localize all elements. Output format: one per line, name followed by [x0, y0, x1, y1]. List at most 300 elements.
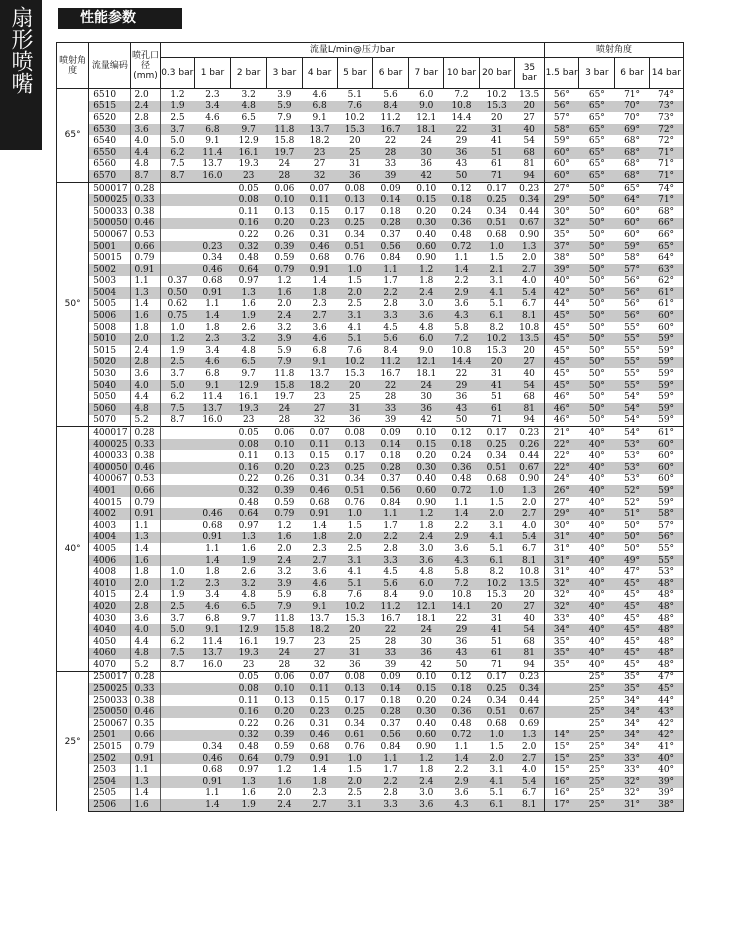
flow-rate-cell: 3.1 — [337, 799, 372, 811]
spray-angle-cell: 60° — [658, 451, 675, 462]
flow-rate-cell: 0.23 — [514, 671, 544, 683]
flow-rate-cell: 0.10 — [409, 671, 444, 683]
spray-angle-cell: 40° — [588, 636, 605, 647]
flow-rate-cell: 27 — [302, 403, 337, 415]
spray-angle-cell: 42° — [545, 287, 579, 299]
flow-rate-cell: 4.3 — [444, 799, 479, 811]
spray-angle-cell — [545, 718, 579, 730]
flow-rate-cell: 16.1 — [238, 392, 259, 403]
flow-rate-cell: 0.68 — [202, 765, 223, 776]
flow-rate-cell: 36 — [444, 147, 479, 159]
spray-angle-cell: 22° — [545, 439, 579, 451]
spray-angle-cell: 32° — [615, 776, 649, 788]
flow-rate-cell — [160, 485, 194, 497]
flow-code-cell: 6560 — [89, 159, 131, 171]
flow-rate-cell: 0.18 — [444, 439, 479, 451]
flow-rate-cell — [194, 462, 230, 474]
flow-rate-cell: 0.13 — [337, 194, 372, 206]
spray-angle-cell: 55° — [624, 369, 641, 380]
flow-rate-cell: 0.76 — [344, 742, 365, 753]
spray-angle-cell — [545, 695, 579, 707]
flow-rate-cell: 0.25 — [337, 462, 372, 474]
flow-rate-cell: 0.13 — [274, 206, 295, 217]
flow-rate-cell: 0.28 — [372, 706, 408, 718]
flow-rate-cell: 0.20 — [416, 206, 437, 217]
flow-rate-cell: 5.1 — [489, 543, 504, 554]
table-row — [57, 182, 684, 194]
spray-angle-cell: 40° — [588, 520, 605, 531]
spray-angle-cell: 30° — [553, 520, 570, 531]
flow-code-cell: 2501 — [89, 730, 131, 742]
flow-code-cell: 4030 — [89, 613, 131, 625]
flow-rate-cell: 1.5 — [347, 520, 362, 531]
spray-angle-cell: 32° — [553, 590, 570, 601]
spray-angle-cell: 32° — [545, 218, 579, 230]
flow-rate-cell: 8.2 — [489, 322, 504, 333]
spray-angle-cell: 59° — [649, 380, 683, 392]
spray-angle-cell: 34° — [624, 695, 641, 706]
spray-angle-cell: 55° — [658, 543, 675, 554]
flow-rate-cell: 4.5 — [383, 322, 398, 333]
spray-angle-cell: 60° — [624, 206, 641, 217]
flow-rate-cell: 6.0 — [409, 578, 444, 590]
flow-rate-cell: 4.1 — [479, 776, 514, 788]
orifice-cell: 1.4 — [131, 299, 160, 311]
flow-rate-cell: 0.30 — [409, 706, 444, 718]
flow-code-cell: 500025 — [89, 194, 131, 206]
flow-rate-cell: 0.28 — [372, 462, 408, 474]
flow-rate-cell: 10.2 — [479, 333, 514, 345]
flow-rate-cell: 0.51 — [337, 485, 372, 497]
flow-rate-cell: 12.9 — [231, 380, 267, 392]
spray-angle-cell: 71° — [649, 170, 683, 182]
spray-angle-cell: 14° — [545, 730, 579, 742]
flow-rate-cell: 0.10 — [267, 194, 302, 206]
spray-angle-cell: 32° — [545, 601, 579, 613]
flow-rate-cell: 13.5 — [514, 578, 544, 590]
flow-rate-cell — [160, 543, 194, 555]
spray-angle-cell: 68° — [624, 136, 641, 147]
flow-code-cell: 5002 — [89, 264, 131, 276]
flow-rate-cell: 0.48 — [238, 253, 259, 264]
spray-angle-cell: 25° — [588, 765, 605, 776]
flow-rate-cell: 5.8 — [454, 322, 469, 333]
flow-rate-cell: 0.07 — [302, 182, 337, 194]
flow-rate-cell: 6.7 — [514, 543, 544, 555]
spray-angle-cell: 55° — [624, 345, 641, 356]
flow-code-cell: 6570 — [89, 170, 131, 182]
flow-rate-cell — [160, 683, 194, 695]
flow-rate-cell: 39 — [384, 659, 397, 670]
flow-rate-cell: 20 — [337, 380, 372, 392]
flow-rate-cell: 13.7 — [302, 124, 337, 136]
spray-angle-cell: 25° — [579, 671, 615, 683]
spray-angle-cell: 40° — [658, 765, 675, 776]
table-header — [57, 43, 684, 89]
orifice-cell: 0.91 — [131, 508, 160, 520]
flow-rate-cell: 2.0 — [514, 741, 544, 753]
flow-code-cell: 4008 — [89, 566, 131, 578]
flow-rate-cell: 14.4 — [451, 112, 472, 123]
flow-rate-cell: 4.6 — [194, 357, 230, 369]
flow-rate-cell: 0.20 — [267, 218, 302, 230]
flow-rate-cell: 4.8 — [241, 345, 256, 356]
flow-rate-cell: 0.12 — [444, 671, 479, 683]
spray-angle-cell: 40° — [588, 659, 605, 670]
flow-rate-cell: 22 — [372, 624, 408, 636]
flow-rate-cell: 68 — [514, 391, 544, 403]
orifice-cell: 1.6 — [131, 799, 160, 811]
flow-rate-cell: 3.2 — [277, 567, 292, 578]
flow-rate-cell: 0.67 — [514, 462, 544, 474]
flow-code-cell: 5001 — [89, 241, 131, 253]
spray-angle-cell: 65° — [579, 89, 615, 101]
spray-angle-cell: 71° — [615, 89, 649, 101]
flow-rate-cell: 0.20 — [267, 706, 302, 718]
flow-rate-cell: 1.9 — [160, 101, 194, 113]
flow-rate-cell: 16.7 — [380, 369, 401, 380]
flow-rate-cell: 1.4 — [312, 765, 327, 776]
spray-angle-cell: 61° — [649, 287, 683, 299]
flow-rate-cell — [160, 776, 194, 788]
table-row — [57, 741, 684, 753]
spray-angle-cell: 40° — [579, 624, 615, 636]
orifice-cell: 0.91 — [131, 753, 160, 765]
orifice-cell: 0.53 — [131, 229, 160, 241]
flow-rate-cell: 25 — [337, 147, 372, 159]
spray-angle-cell: 50° — [579, 310, 615, 322]
flow-code-cell: 4015 — [89, 590, 131, 602]
flow-rate-cell: 22 — [444, 124, 479, 136]
flow-rate-cell: 22 — [372, 380, 408, 392]
orifice-cell: 1.3 — [131, 287, 160, 299]
flow-rate-cell: 32 — [302, 170, 337, 182]
table-row — [57, 648, 684, 660]
flow-rate-cell: 27 — [514, 112, 544, 124]
flow-rate-cell: 19.7 — [267, 147, 302, 159]
flow-rate-cell: 2.3 — [312, 299, 327, 310]
flow-rate-cell: 0.75 — [160, 310, 194, 322]
flow-rate-cell: 0.12 — [444, 182, 479, 194]
flow-rate-cell: 6.2 — [170, 636, 185, 647]
flow-rate-cell: 1.1 — [372, 264, 408, 276]
flow-rate-cell: 39 — [384, 415, 397, 426]
flow-rate-cell: 13.7 — [202, 159, 223, 170]
flow-rate-cell: 1.0 — [170, 322, 185, 333]
flow-rate-cell: 9.0 — [419, 345, 434, 356]
flow-rate-cell: 0.56 — [372, 485, 408, 497]
orifice-cell: 0.38 — [131, 450, 160, 462]
flow-rate-cell: 5.4 — [514, 287, 544, 299]
spray-angle-cell: 71° — [649, 194, 683, 206]
spray-angle-cell: 60° — [649, 439, 683, 451]
spray-angle-cell: 56° — [545, 89, 579, 101]
flow-rate-cell: 0.59 — [274, 742, 295, 753]
spray-angle-cell: 35° — [615, 671, 649, 683]
flow-rate-cell: 7.6 — [347, 345, 362, 356]
flow-rate-cell: 0.91 — [302, 753, 337, 765]
flow-rate-cell: 2.0 — [277, 299, 292, 310]
table-row — [57, 520, 684, 532]
flow-rate-cell: 29 — [455, 136, 468, 147]
flow-rate-cell: 3.7 — [160, 124, 194, 136]
flow-rate-cell: 0.15 — [409, 439, 444, 451]
spray-angle-cell: 60° — [658, 322, 675, 333]
flow-pressure-header: 10 bar — [444, 58, 479, 89]
spray-angle-cell: 40° — [588, 613, 605, 624]
flow-rate-cell: 15.8 — [267, 380, 302, 392]
spray-angle-cell: 32° — [624, 788, 641, 799]
flow-rate-cell: 9.0 — [419, 590, 434, 601]
flow-rate-cell: 7.5 — [160, 403, 194, 415]
spray-angle-cell: 50° — [588, 229, 605, 240]
spray-angle-cell: 66° — [649, 218, 683, 230]
flow-rate-cell: 6.8 — [312, 590, 327, 601]
flow-code-cell: 400033 — [89, 450, 131, 462]
flow-rate-cell — [160, 194, 194, 206]
flow-rate-cell: 1.2 — [277, 765, 292, 776]
flow-rate-cell: 0.17 — [344, 695, 365, 706]
flow-rate-cell: 15.3 — [337, 124, 372, 136]
flow-rate-cell: 11.8 — [267, 124, 302, 136]
flow-rate-cell: 1.8 — [302, 776, 337, 788]
flow-rate-cell: 2.0 — [479, 508, 514, 520]
flow-rate-cell: 1.7 — [383, 520, 398, 531]
spray-angle-cell: 68° — [658, 206, 675, 217]
flow-rate-cell: 5.0 — [160, 624, 194, 636]
flow-rate-cell: 4.6 — [302, 578, 337, 590]
flow-rate-cell: 8.7 — [170, 659, 185, 670]
spray-angle-cell: 50° — [579, 287, 615, 299]
flow-rate-cell: 1.9 — [170, 345, 185, 356]
orifice-column-header: 喷孔口径(mm) — [131, 43, 160, 89]
spray-angle-cell: 59° — [658, 369, 675, 380]
flow-rate-cell — [194, 229, 230, 241]
flow-rate-cell: 40 — [514, 368, 544, 380]
flow-rate-cell: 0.10 — [409, 427, 444, 439]
spray-angle-group-cell: 40° — [57, 427, 89, 671]
table-row — [57, 543, 684, 555]
flow-rate-cell: 0.22 — [238, 718, 259, 729]
spray-angle-cell: 39° — [649, 776, 683, 788]
flow-rate-cell: 4.8 — [231, 101, 267, 113]
spray-angle-cell: 45° — [545, 357, 579, 369]
orifice-cell: 4.8 — [131, 159, 160, 171]
spray-angle-cell: 31° — [545, 555, 579, 567]
flow-rate-cell: 6.1 — [479, 799, 514, 811]
table-row — [57, 89, 684, 101]
flow-rate-cell: 9.1 — [312, 112, 327, 123]
spray-angle-cell: 71° — [658, 159, 675, 170]
flow-rate-cell: 2.7 — [302, 310, 337, 322]
flow-rate-cell: 0.15 — [309, 451, 330, 462]
flow-rate-cell: 3.1 — [337, 555, 372, 567]
flow-rate-cell: 36 — [455, 636, 468, 647]
flow-rate-cell: 0.46 — [302, 730, 337, 742]
spray-angle-cell: 50° — [615, 532, 649, 544]
flow-rate-cell: 19.7 — [274, 636, 295, 647]
flow-rate-cell: 16.1 — [231, 147, 267, 159]
orifice-cell: 0.28 — [131, 182, 160, 194]
spray-angle-cell: 70° — [624, 112, 641, 123]
flow-rate-cell: 0.44 — [514, 206, 544, 218]
flow-rate-cell: 0.20 — [267, 462, 302, 474]
flow-rate-cell: 23 — [242, 415, 255, 426]
flow-rate-cell: 1.8 — [302, 287, 337, 299]
flow-rate-cell — [160, 241, 194, 253]
flow-rate-cell: 0.20 — [416, 451, 437, 462]
flow-rate-cell: 1.2 — [409, 753, 444, 765]
flow-rate-cell: 1.2 — [277, 276, 292, 287]
flow-rate-cell: 0.30 — [409, 218, 444, 230]
flow-pressure-header: 2 bar — [231, 58, 267, 89]
flow-rate-cell: 9.1 — [302, 601, 337, 613]
flow-rate-cell: 19.3 — [231, 403, 267, 415]
flow-rate-cell: 0.08 — [337, 427, 372, 439]
table-row — [57, 776, 684, 788]
flow-rate-cell: 0.40 — [416, 474, 437, 485]
flow-rate-cell: 0.91 — [194, 776, 230, 788]
flow-rate-cell: 0.37 — [380, 229, 401, 240]
flow-rate-cell: 5.1 — [337, 333, 372, 345]
spray-angle-cell: 56° — [624, 276, 641, 287]
flow-rate-cell: 20 — [490, 112, 503, 123]
flow-rate-cell: 1.8 — [205, 322, 220, 333]
flow-rate-cell: 11.8 — [274, 369, 295, 380]
flow-code-cell: 5060 — [89, 403, 131, 415]
spray-angle-cell: 43° — [649, 706, 683, 718]
spray-angle-cell: 59° — [649, 333, 683, 345]
orifice-cell: 4.4 — [131, 636, 160, 648]
spray-angle-cell: 60° — [545, 170, 579, 182]
orifice-cell: 0.66 — [131, 730, 160, 742]
flow-rate-cell: 0.90 — [416, 742, 437, 753]
spray-angle-cell: 72° — [658, 136, 675, 147]
spray-angle-cell: 35° — [545, 648, 579, 660]
spray-angle-cell: 65° — [579, 170, 615, 182]
spray-angle-cell: 50° — [588, 415, 605, 426]
spray-angle-cell: 27° — [545, 182, 579, 194]
flow-code-cell: 4006 — [89, 555, 131, 567]
orifice-cell: 0.46 — [131, 706, 160, 718]
table-row — [57, 299, 684, 311]
flow-rate-cell: 8.1 — [514, 555, 544, 567]
spray-angle-cell: 59° — [658, 415, 675, 426]
flow-rate-cell: 2.2 — [454, 276, 469, 287]
spray-pressure-header: 14 bar — [649, 58, 683, 89]
flow-rate-cell: 0.56 — [372, 241, 408, 253]
flow-rate-cell: 0.13 — [337, 683, 372, 695]
flow-rate-cell: 0.34 — [202, 253, 223, 264]
flow-rate-cell: 1.4 — [194, 555, 230, 567]
spray-angle-cell: 56° — [545, 101, 579, 113]
spray-pressure-header: 1.5 bar — [545, 58, 579, 89]
flow-rate-cell: 6.5 — [231, 601, 267, 613]
flow-rate-cell: 31 — [479, 124, 514, 136]
flow-rate-cell: 0.36 — [444, 706, 479, 718]
flow-rate-cell: 0.68 — [486, 229, 507, 240]
flow-rate-cell: 40 — [514, 124, 544, 136]
flow-rate-cell: 9.1 — [205, 136, 220, 147]
flow-rate-cell: 10.2 — [337, 357, 372, 369]
spray-angle-cell: 46° — [545, 403, 579, 415]
table-row — [57, 194, 684, 206]
table-row — [57, 799, 684, 811]
flow-rate-cell — [160, 753, 194, 765]
spray-angle-cell: 48° — [658, 659, 675, 670]
flow-rate-cell: 28 — [372, 147, 408, 159]
flow-rate-cell: 0.08 — [231, 194, 267, 206]
flow-rate-cell: 61 — [479, 648, 514, 660]
flow-rate-cell: 0.44 — [514, 695, 544, 707]
flow-rate-cell: 0.34 — [514, 683, 544, 695]
flow-rate-cell: 15.3 — [479, 101, 514, 113]
flow-rate-cell: 0.46 — [194, 264, 230, 276]
spray-angle-cell: 57° — [658, 520, 675, 531]
flow-rate-cell: 24 — [409, 380, 444, 392]
spray-angle-cell: 48° — [649, 624, 683, 636]
flow-rate-cell: 1.6 — [267, 532, 302, 544]
spray-angle-cell: 33° — [553, 613, 570, 624]
flow-rate-cell — [160, 182, 194, 194]
flow-rate-cell: 5.1 — [337, 578, 372, 590]
flow-rate-cell: 2.6 — [241, 322, 256, 333]
flow-rate-cell: 0.15 — [409, 194, 444, 206]
spray-angle-cell: 50° — [588, 322, 605, 333]
spray-angle-cell: 48° — [649, 648, 683, 660]
spray-angle-cell: 58° — [624, 253, 641, 264]
code-column-header: 流量编码 — [89, 43, 131, 89]
flow-rate-cell: 3.9 — [267, 578, 302, 590]
flow-rate-cell: 1.0 — [479, 485, 514, 497]
flow-rate-cell: 11.4 — [194, 147, 230, 159]
flow-rate-cell: 5.0 — [160, 380, 194, 392]
flow-rate-cell: 5.1 — [489, 299, 504, 310]
spray-angle-cell: 25° — [579, 799, 615, 811]
flow-rate-cell: 3.2 — [231, 89, 267, 101]
flow-rate-cell: 7.6 — [347, 590, 362, 601]
flow-rate-cell: 0.68 — [202, 276, 223, 287]
flow-group-header: 流量L/min@压力bar — [160, 43, 544, 58]
flow-rate-cell: 0.09 — [372, 427, 408, 439]
spray-angle-cell: 35° — [553, 659, 570, 670]
flow-rate-cell: 29 — [444, 624, 479, 636]
flow-rate-cell: 1.4 — [444, 508, 479, 520]
table-row — [57, 333, 684, 345]
flow-rate-cell: 0.90 — [416, 497, 437, 508]
flow-rate-cell: 1.5 — [489, 742, 504, 753]
flow-rate-cell: 2.8 — [383, 788, 398, 799]
flow-rate-cell: 40 — [514, 613, 544, 625]
flow-rate-cell: 0.13 — [337, 439, 372, 451]
flow-rate-cell: 0.48 — [451, 718, 472, 729]
flow-rate-cell: 0.48 — [451, 229, 472, 240]
spray-angle-cell: 60° — [545, 147, 579, 159]
flow-pressure-header: 20 bar — [479, 58, 514, 89]
flow-rate-cell: 0.11 — [302, 439, 337, 451]
flow-rate-cell: 2.7 — [514, 508, 544, 520]
flow-code-cell: 4003 — [89, 520, 131, 532]
flow-rate-cell: 0.90 — [514, 474, 544, 486]
flow-code-cell: 2503 — [89, 764, 131, 776]
orifice-cell: 0.79 — [131, 497, 160, 509]
table-row — [57, 101, 684, 113]
flow-rate-cell: 3.6 — [312, 322, 327, 333]
spray-angle-cell: 68° — [615, 147, 649, 159]
orifice-cell: 0.79 — [131, 252, 160, 264]
flow-code-cell: 5020 — [89, 357, 131, 369]
flow-rate-cell: 2.7 — [302, 799, 337, 811]
